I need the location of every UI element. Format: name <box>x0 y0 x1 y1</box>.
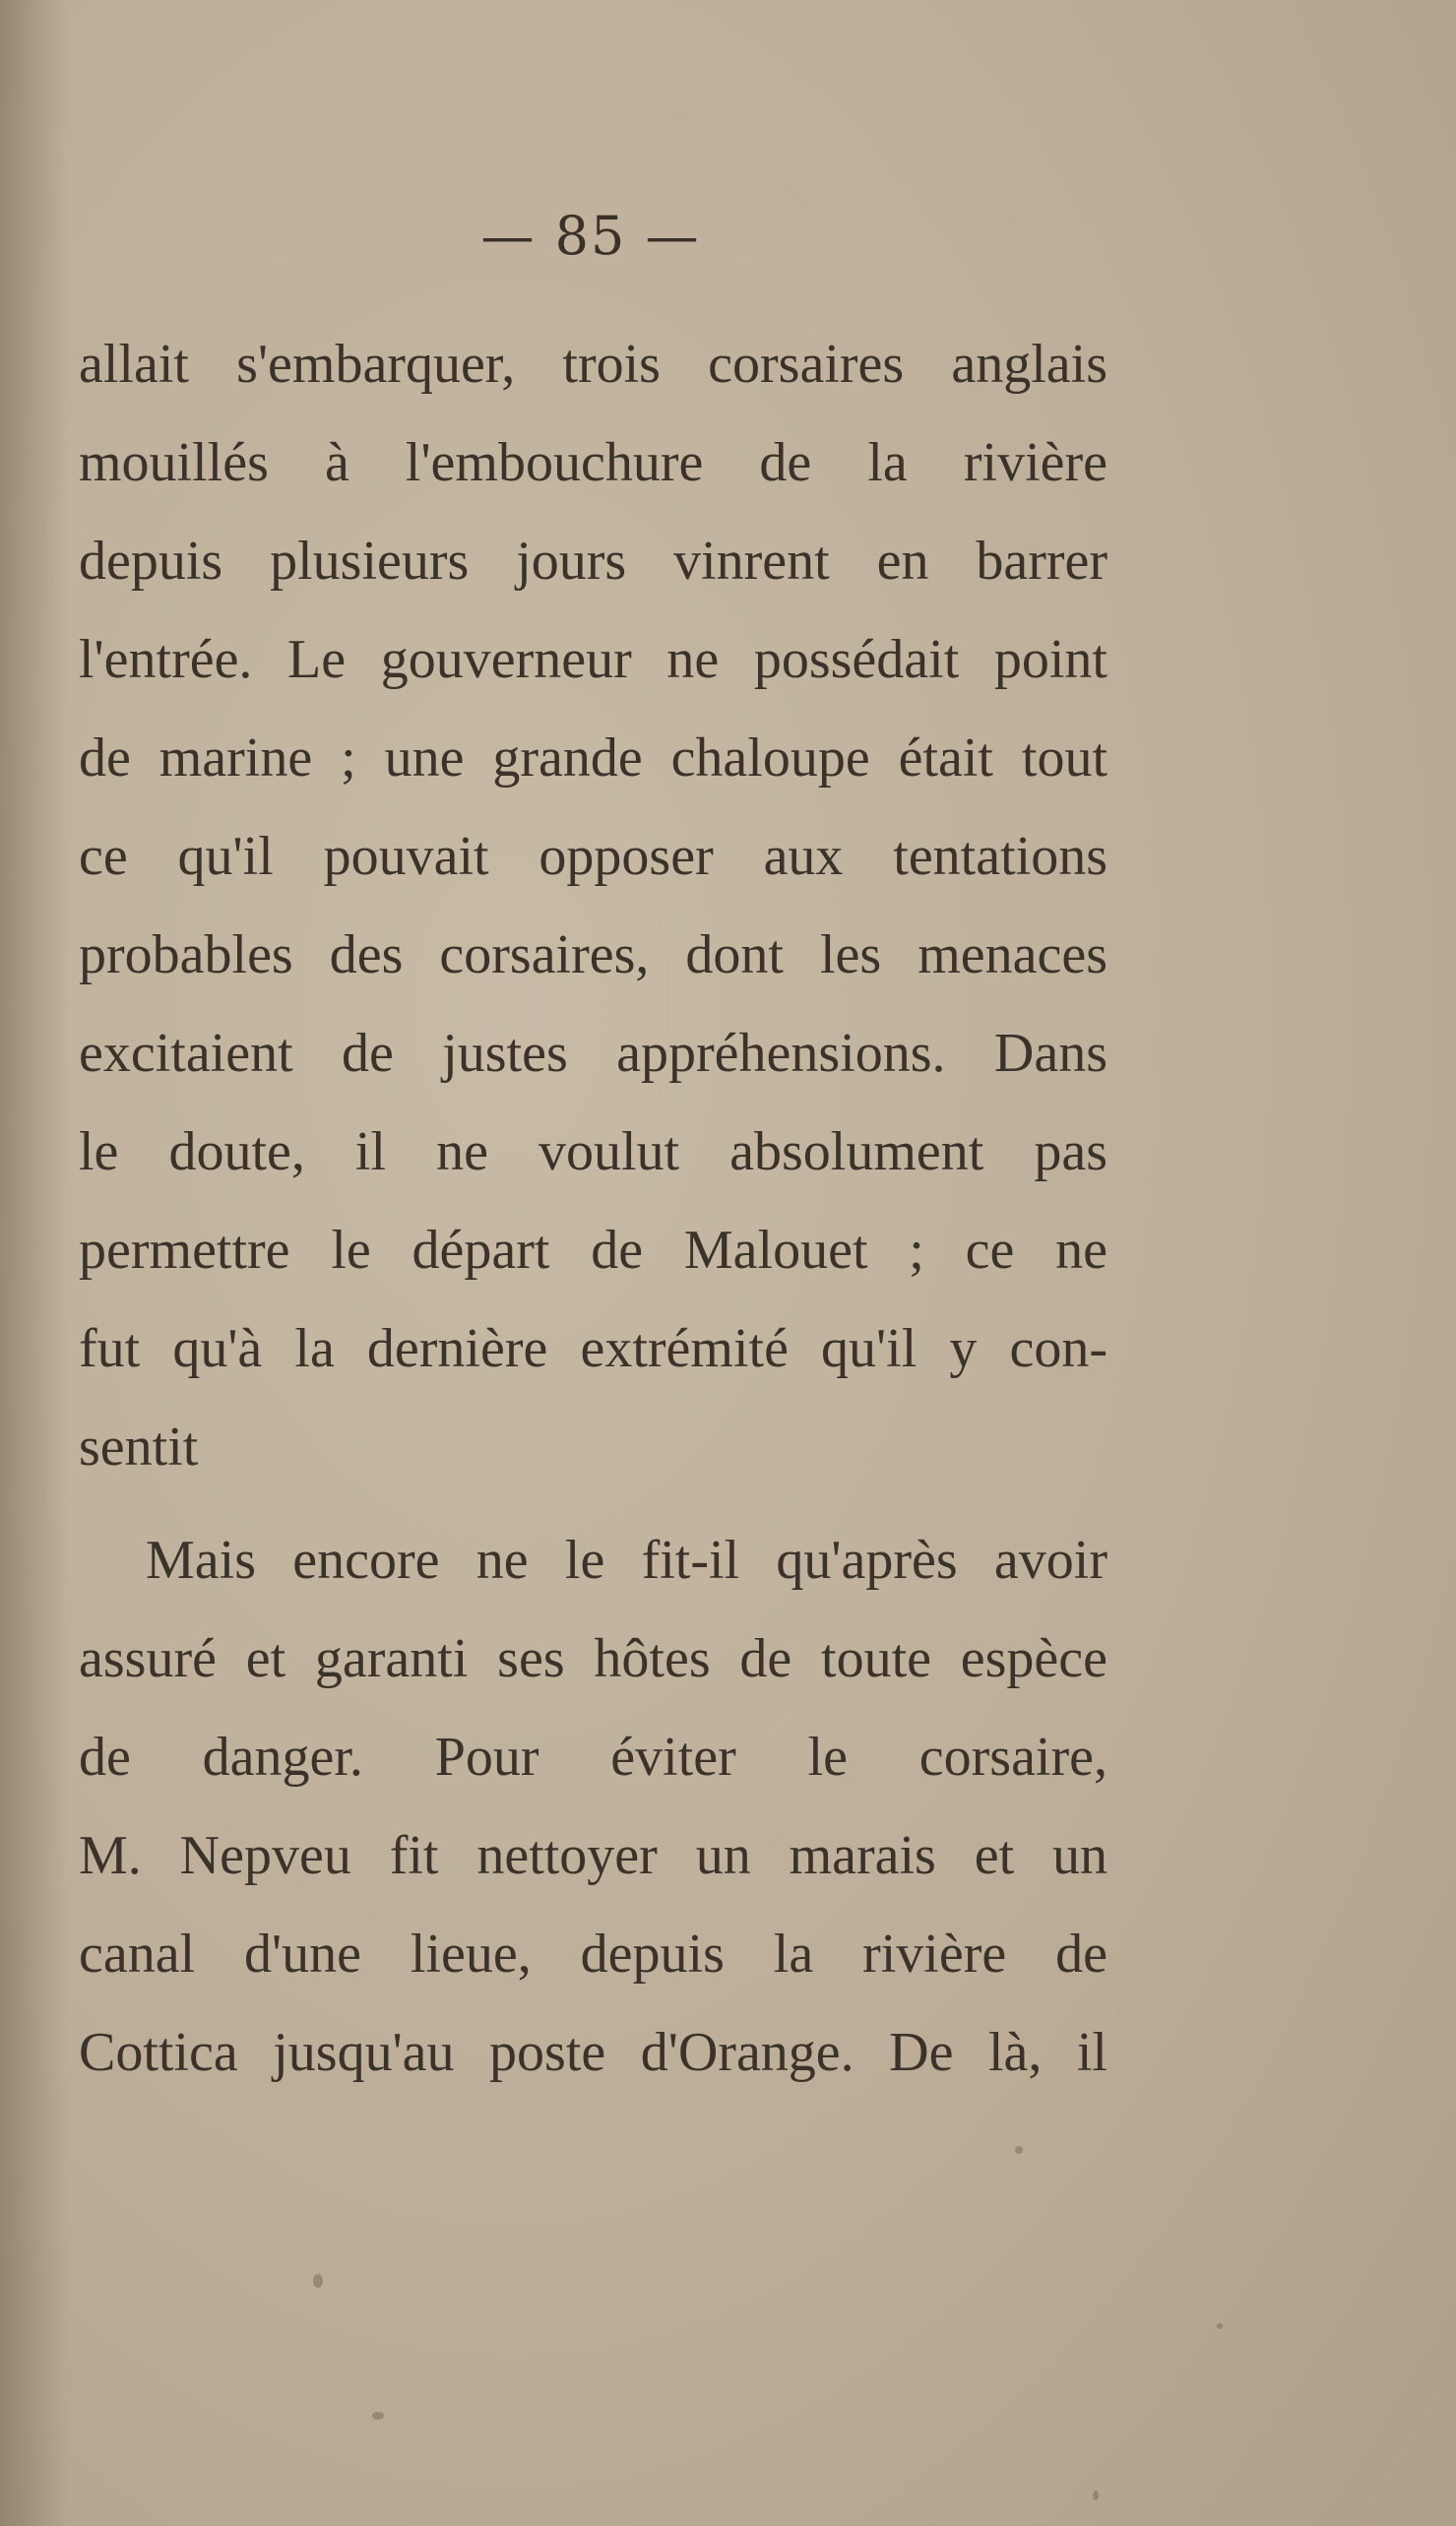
text-line: fut qu'à la dernière extrémité qu'il y con- <box>79 1318 1108 1379</box>
text-line: l'entrée. Le gouverneur ne possédait point <box>79 629 1108 690</box>
text-line: depuis plusieurs jours vinrent en barrer <box>79 531 1108 592</box>
text-line: allait s'embarquer, trois corsaires anglais <box>79 334 1108 395</box>
text-line: permettre le départ de Malouet ; ce ne <box>79 1220 1108 1281</box>
paper-speck <box>1015 2146 1023 2154</box>
text-line: de marine ; une grande chaloupe était tout <box>79 727 1108 789</box>
text-line: excitaient de justes appréhensions. Dans <box>79 1023 1108 1084</box>
paper-speck <box>372 2412 384 2420</box>
paper-speck <box>1093 2491 1099 2500</box>
paper-speck <box>1217 2323 1223 2329</box>
text-line: de danger. Pour éviter le corsaire, <box>79 1727 1108 1788</box>
text-line: assuré et garanti ses hôtes de toute espèce <box>79 1628 1108 1689</box>
text-line: M. Nepveu fit nettoyer un marais et un <box>79 1825 1108 1886</box>
paper-speck <box>313 2274 323 2288</box>
text-line: mouillés à l'embouchure de la rivière <box>79 432 1108 493</box>
text-line: sentit <box>79 1417 199 1478</box>
text-line: ce qu'il pouvait opposer aux tentations <box>79 826 1108 887</box>
text-line: probables des corsaires, dont les menaces <box>79 924 1108 985</box>
page-number: — 85 — <box>480 205 701 267</box>
text-line: Mais encore ne le fit-il qu'après avoir <box>146 1530 1108 1591</box>
text-line: canal d'une lieue, depuis la rivière de <box>79 1924 1108 1985</box>
text-line: Cottica jusqu'au poste d'Orange. De là, il <box>79 2022 1108 2083</box>
text-line: le doute, il ne voulut absolument pas <box>79 1121 1108 1182</box>
page-edge-shadow <box>0 0 69 2526</box>
